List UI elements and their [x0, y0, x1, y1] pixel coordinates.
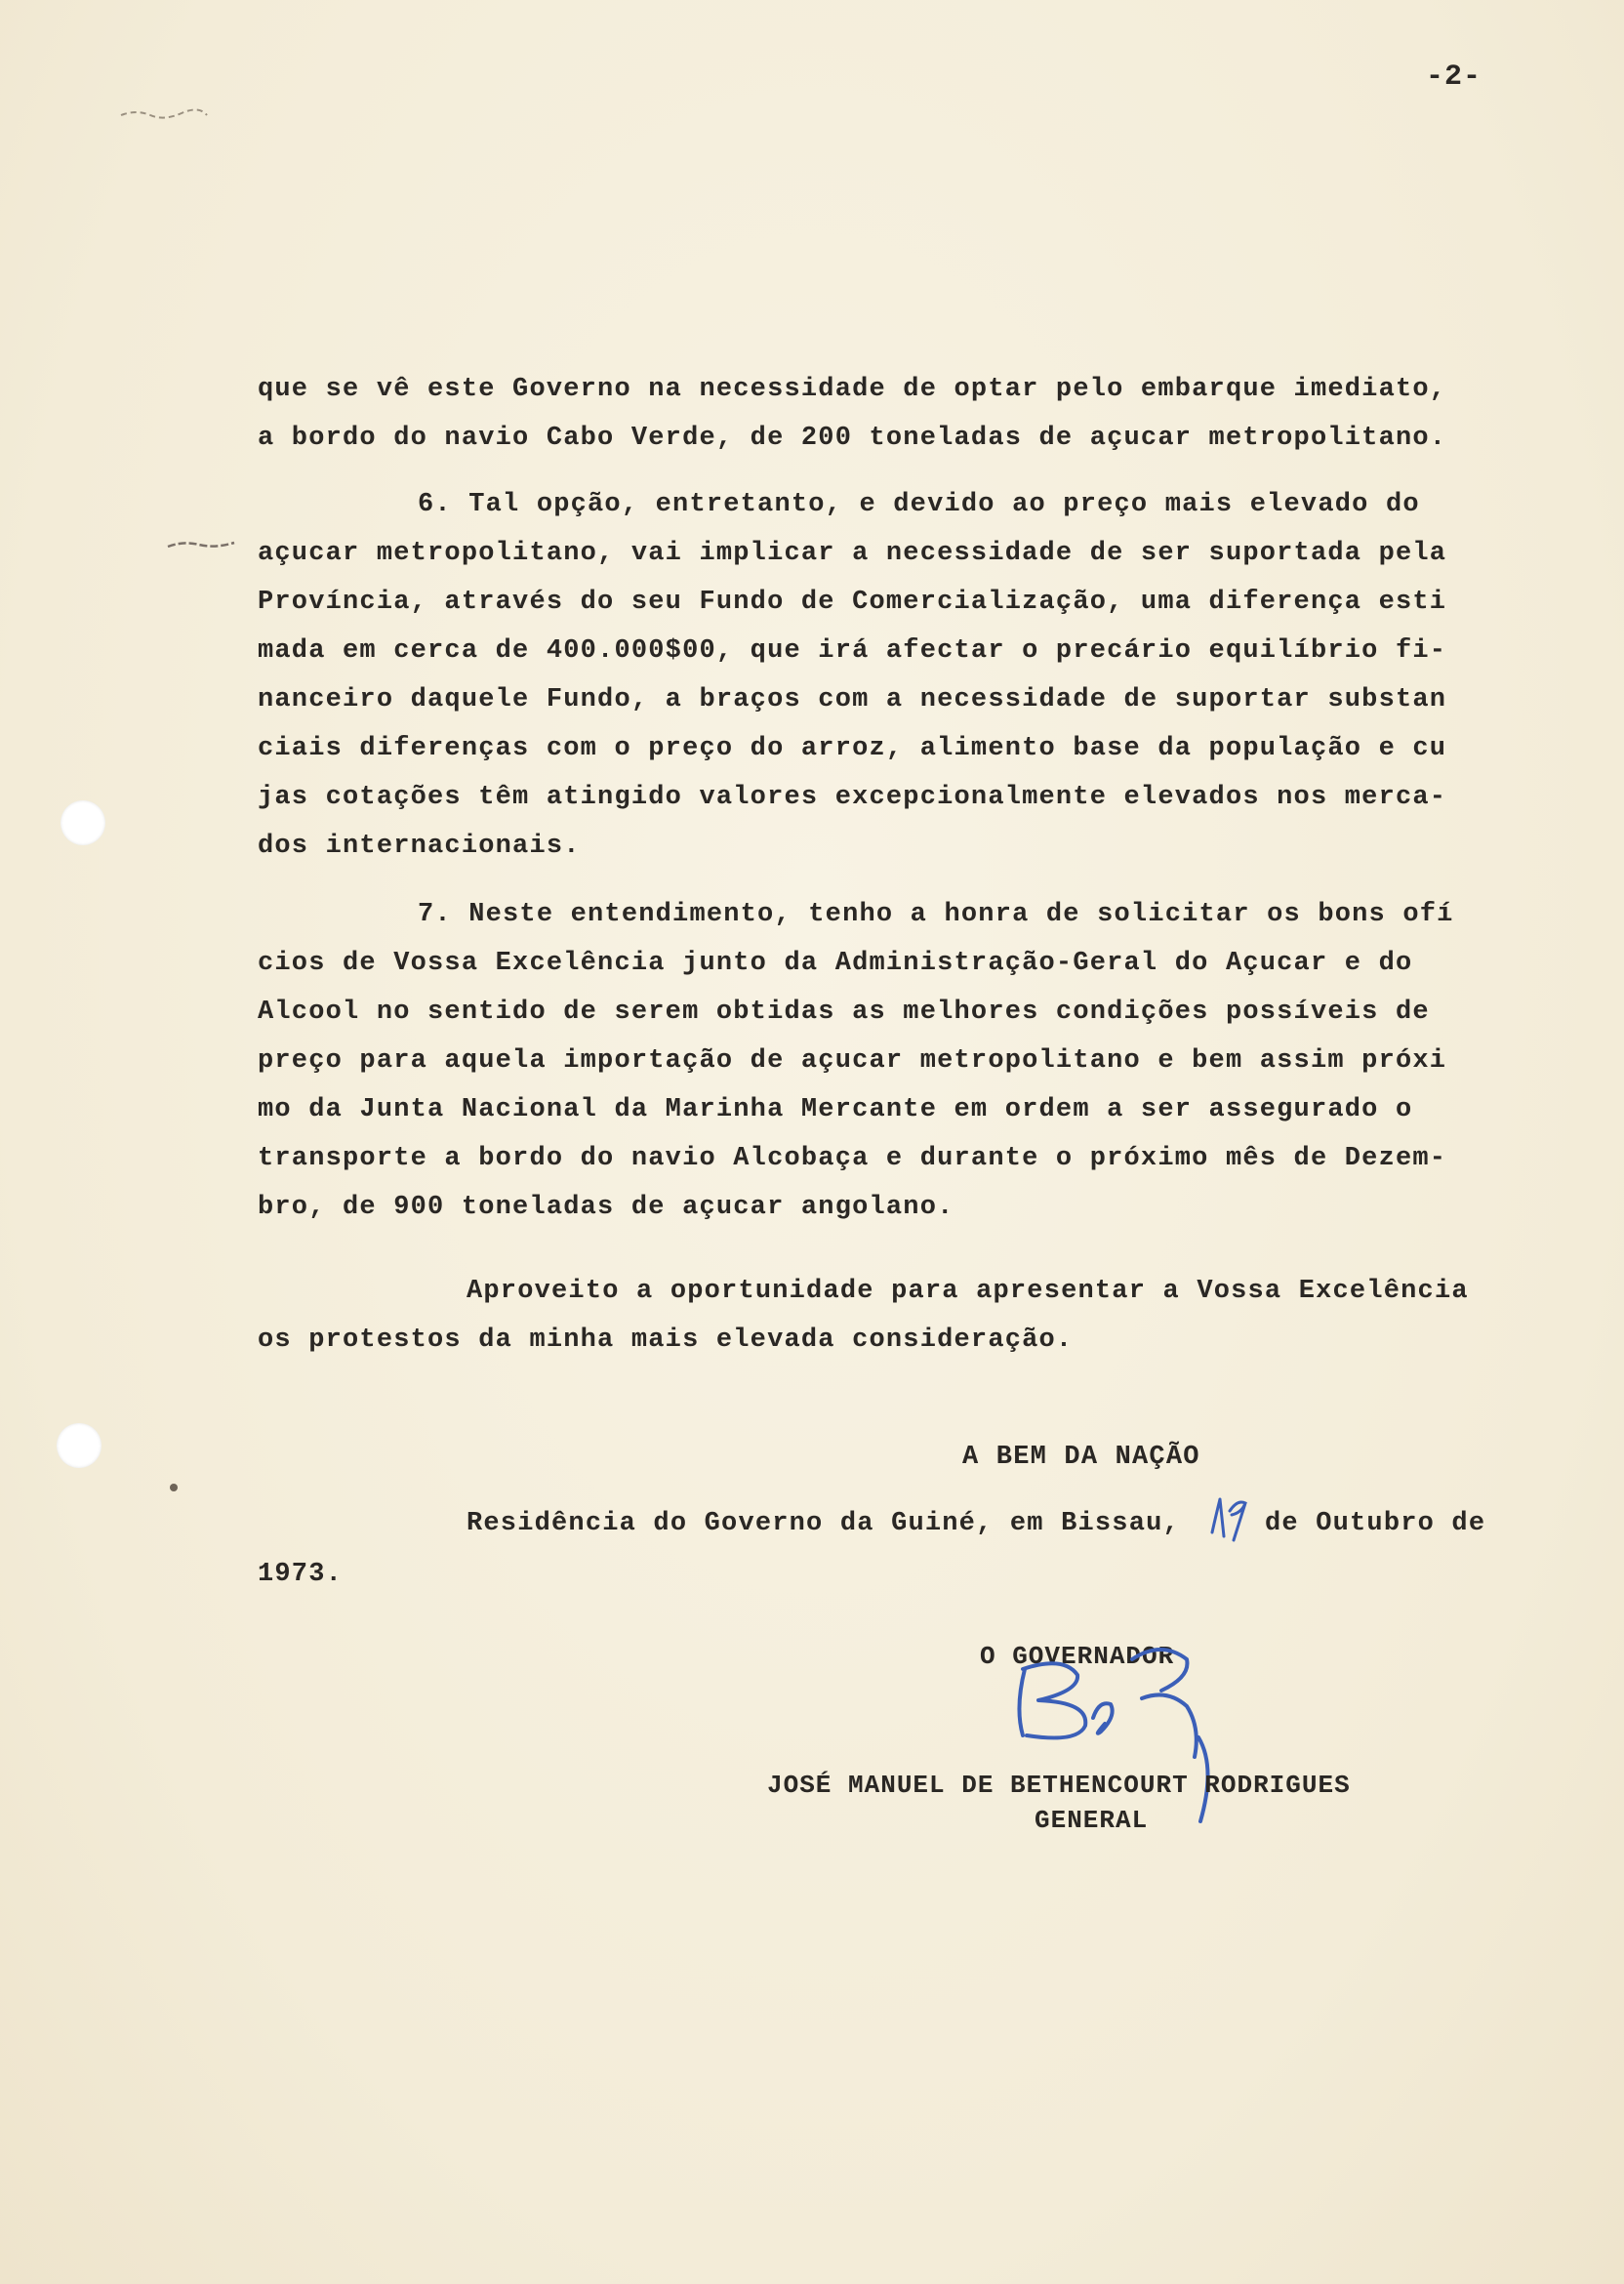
- text-line: cios de Vossa Excelência junto da Administração-Geral do Açucar e do: [258, 949, 1413, 978]
- text-line: a bordo do navio Cabo Verde, de 200 toneladas de açucar metropolitano.: [258, 424, 1447, 453]
- handwritten-day-text: 19: [1230, 1542, 1232, 1543]
- signatory-rank: GENERAL: [1035, 1806, 1149, 1835]
- punch-hole-top: [61, 800, 105, 845]
- salutation: A BEM DA NAÇÃO: [962, 1443, 1200, 1472]
- text-line: jas cotações têm atingido valores excepcionalmente elevados nos merca-: [258, 783, 1447, 812]
- punch-hole-bottom: [57, 1423, 102, 1468]
- text-line: mada em cerca de 400.000$00, que irá afectar o precário equilíbrio fi-: [258, 636, 1447, 666]
- handwritten-day: [1202, 1493, 1257, 1544]
- stray-mark-top-left: [117, 103, 211, 123]
- paragraph-6-first-line: 6. Tal opção, entretanto, e devido ao preço mais elevado do: [418, 490, 1420, 519]
- signature-title: O GOVERNADOR: [980, 1642, 1175, 1671]
- text-line: preço para aquela importação de açucar metropolitano e bem assim próxi: [258, 1046, 1447, 1076]
- page-number: -2-: [1425, 61, 1482, 94]
- paragraph-7-first-line: 7. Neste entendimento, tenho a honra de solicitar os bons ofí: [418, 900, 1454, 929]
- text-line: que se vê este Governo na necessidade de optar pelo embarque imediato,: [258, 375, 1447, 404]
- stray-mark-margin: [164, 535, 242, 554]
- place-date-before: Residência do Governo da Guiné, em Bissau,: [467, 1509, 1180, 1538]
- signatory-name: JOSÉ MANUEL DE BETHENCOURT RODRIGUES: [767, 1771, 1351, 1800]
- text-line: dos internacionais.: [258, 832, 581, 861]
- text-line: bro, de 900 toneladas de açucar angolano.: [258, 1193, 954, 1222]
- text-line: ciais diferenças com o preço do arroz, alimento base da população e cu: [258, 734, 1447, 763]
- text-line: açucar metropolitano, vai implicar a necessidade de ser suportada pela: [258, 539, 1447, 568]
- ink-spot: [162, 1476, 185, 1499]
- closing-first-line: Aproveito a oportunidade para apresentar a Vossa Excelência: [467, 1277, 1469, 1306]
- text-line: mo da Junta Nacional da Marinha Mercante em ordem a ser assegurado o: [258, 1095, 1413, 1124]
- date-year: 1973.: [258, 1560, 344, 1589]
- text-line: Província, através do seu Fundo de Comercialização, uma diferença esti: [258, 588, 1447, 617]
- text-line: transporte a bordo do navio Alcobaça e durante o próximo mês de Dezem-: [258, 1144, 1447, 1173]
- place-date-after: de Outubro de: [1265, 1509, 1486, 1538]
- text-line: Alcool no sentido de serem obtidas as melhores condições possíveis de: [258, 998, 1430, 1027]
- text-line: os protestos da minha mais elevada consideração.: [258, 1326, 1074, 1355]
- text-line: nanceiro daquele Fundo, a braços com a necessidade de suportar substan: [258, 685, 1447, 714]
